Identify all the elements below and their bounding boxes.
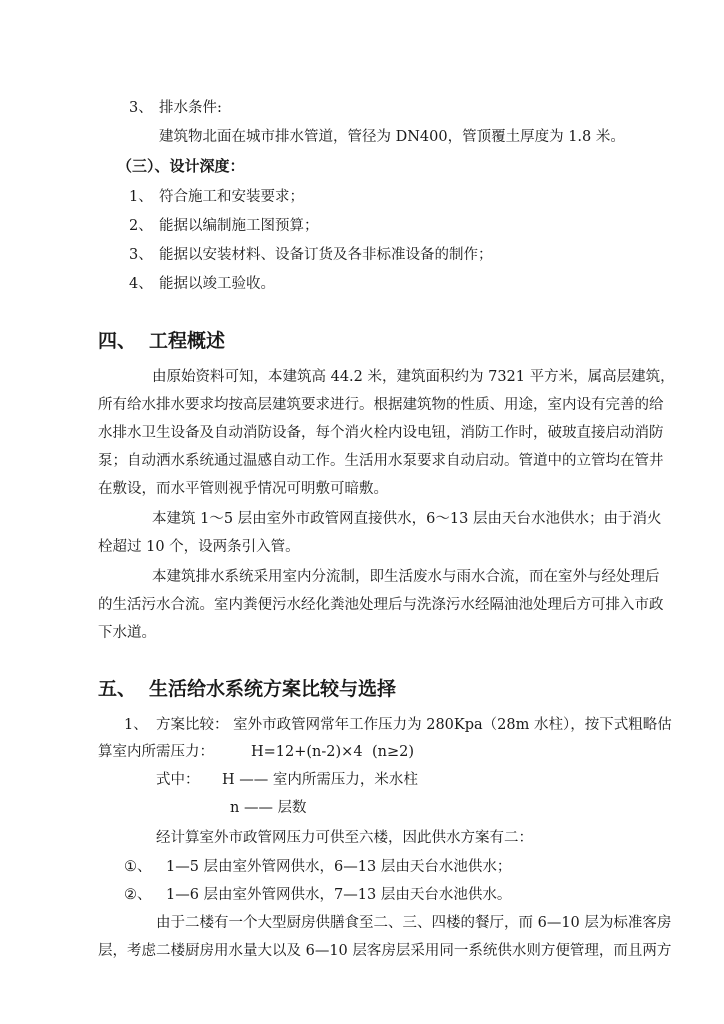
section5-title: 生活给水系统方案比较与选择 (149, 678, 397, 700)
paragraph-line: 由原始资料可知，本建筑高 44.2 米，建筑面积约为 7321 平方米，属高层建筑， (152, 369, 675, 385)
where-n-definition: n —— 层数 (230, 800, 307, 816)
paragraph-line: 的生活污水合流。室内粪便污水经化粪池处理后与洗涤污水经隔油池处理后方可排入市政 (98, 597, 664, 613)
section3-heading: （三）、设计深度： (117, 157, 245, 175)
depth-item-text: 符合施工和安装要求； (159, 189, 304, 205)
s5-item1-text: 方案比较： 室外市政管网常年工作压力为 280Kpa（28m 水柱），按下式粗略估 (156, 717, 672, 733)
option1-text: 1—5 层由室外管网供水，6—13 层由天台水池供水； (166, 859, 512, 875)
paragraph-line: 栓超过 10 个，设两条引入管。 (98, 539, 300, 555)
formula-condition: (n≥2) (372, 744, 415, 760)
item3-number: 3、 (129, 100, 153, 116)
paragraph-line: 水排水卫生设备及自动消防设备，每个消火栓内设电钮，消防工作时，破玻直接启动消防 (98, 425, 664, 441)
paragraph-line: 在敷设，而水平管则视乎情况可明敷可暗敷。 (98, 481, 388, 497)
section4-title: 工程概述 (149, 330, 226, 352)
pressure-formula: H=12+(n-2)×4 (251, 744, 363, 760)
item3-text: 建筑物北面在城市排水管道，管径为 DN400，管顶覆土厚度为 1.8 米。 (159, 129, 625, 145)
calc-line: 经计算室外市政管网压力可供至六楼，因此供水方案有二： (156, 830, 533, 846)
paragraph-line: 泵；自动洒水系统通过温感自动工作。生活用水泵要求自动启动。管道中的立管均在管井 (98, 453, 664, 469)
depth-item-number: 4、 (129, 276, 153, 292)
where-label: 式中： (156, 772, 200, 788)
section5-number: 五、 (98, 678, 137, 700)
paragraph-line: 本建筑排水系统采用室内分流制，即生活废水与雨水合流，而在室外与经处理后 (152, 569, 660, 585)
depth-item-number: 2、 (129, 218, 153, 234)
option1-number: ①、 (124, 859, 152, 875)
paragraph-line: 层，考虑二楼厨房用水量大以及 6—10 层客房层采用同一系统供水则方便管理，而且两方 (98, 943, 672, 959)
paragraph-line: 本建筑 1～5 层由室外市政管网直接供水，6～13 层由天台水池供水；由于消火 (152, 511, 662, 527)
paragraph-line: 所有给水排水要求均按高层建筑要求进行。根据建筑物的性质、用途，室内设有完善的给 (98, 397, 664, 413)
depth-item-number: 3、 (129, 247, 153, 263)
item3-title: 排水条件: (159, 100, 222, 116)
depth-item-text: 能据以编制施工图预算； (159, 218, 319, 234)
paragraph-line: 下水道。 (98, 625, 156, 641)
paragraph-line: 由于二楼有一个大型厨房供膳食至二、三、四楼的餐厅，而 6—10 层为标准客房 (156, 915, 672, 931)
option2-number: ②、 (124, 887, 152, 903)
s5-item1-number: 1、 (124, 717, 148, 733)
depth-item-number: 1、 (129, 189, 153, 205)
option2-text: 1—6 层由室外管网供水，7—13 层由天台水池供水。 (166, 887, 512, 903)
s5-line2-label: 算室内所需压力： (98, 744, 214, 760)
depth-item-text: 能据以竣工验收。 (159, 276, 275, 292)
where-h-definition: H —— 室内所需压力，米水柱 (222, 772, 418, 788)
section4-number: 四、 (98, 330, 137, 352)
depth-item-text: 能据以安装材料、设备订货及各非标准设备的制作； (159, 247, 493, 263)
